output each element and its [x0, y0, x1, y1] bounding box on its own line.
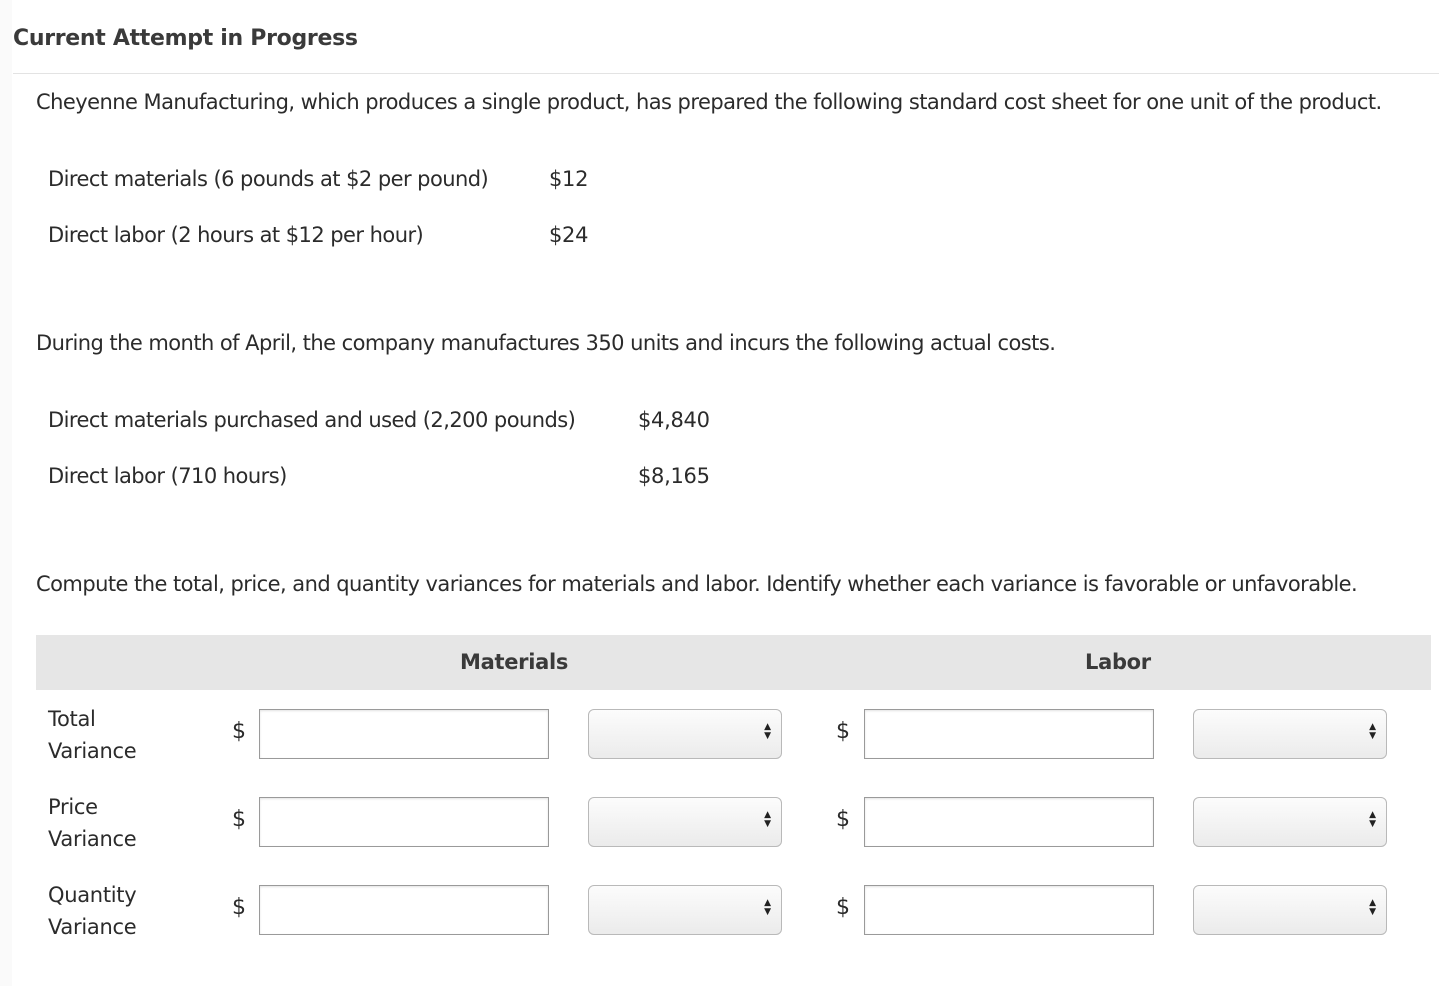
up-down-chevron-icon: ▲ ▼	[1369, 898, 1376, 917]
row-label-line: Quantity	[48, 883, 137, 907]
actual-cost-amount: $8,165	[638, 464, 710, 488]
dollar-sign: $	[836, 895, 850, 920]
left-margin-rule	[0, 0, 12, 986]
up-down-chevron-icon: ▲ ▼	[1369, 722, 1376, 741]
materials-quantity-variance-select[interactable]	[588, 885, 782, 935]
standard-cost-amount: $12	[549, 167, 589, 191]
standard-cost-amount: $24	[549, 223, 589, 247]
actual-cost-label: Direct materials purchased and used (2,200 pounds)	[48, 408, 576, 432]
materials-price-variance-select[interactable]	[588, 797, 782, 847]
up-down-chevron-icon: ▲ ▼	[1369, 810, 1376, 829]
materials-price-variance-input[interactable]	[259, 797, 549, 847]
quantity-variance-label	[48, 879, 136, 943]
up-down-chevron-icon: ▲ ▼	[764, 722, 771, 741]
standard-cost-label: Direct materials (6 pounds at $2 per pound)	[48, 167, 489, 191]
labor-total-variance-input[interactable]	[864, 709, 1154, 759]
dollar-sign: $	[836, 807, 850, 832]
materials-total-variance-select[interactable]	[588, 709, 782, 759]
dollar-sign: $	[232, 895, 246, 920]
labor-price-variance-input[interactable]	[864, 797, 1154, 847]
row-label-line: Variance	[48, 915, 137, 939]
title-divider	[13, 73, 1439, 74]
actual-costs-intro: During the month of April, the company manufactures 350 units and incurs the following actual costs.	[36, 331, 1056, 355]
actual-cost-amount: $4,840	[638, 408, 710, 432]
price-variance-label	[48, 791, 136, 855]
labor-price-variance-select[interactable]	[1193, 797, 1387, 847]
labor-column-header: Labor	[1085, 650, 1151, 674]
instructions: Compute the total, price, and quantity variances for materials and labor. Identify whether each variance is favorable or unfavorable.	[36, 572, 1358, 596]
actual-cost-label: Direct labor (710 hours)	[48, 464, 287, 488]
page-title: Current Attempt in Progress	[13, 26, 358, 51]
standard-cost-label: Direct labor (2 hours at $12 per hour)	[48, 223, 424, 247]
dollar-sign: $	[232, 719, 246, 744]
dollar-sign: $	[836, 719, 850, 744]
labor-quantity-variance-select[interactable]	[1193, 885, 1387, 935]
labor-quantity-variance-input[interactable]	[864, 885, 1154, 935]
row-label-line: Price	[48, 795, 98, 819]
up-down-chevron-icon: ▲ ▼	[764, 898, 771, 917]
row-label-line: Variance	[48, 827, 137, 851]
materials-column-header: Materials	[460, 650, 569, 674]
problem-intro: Cheyenne Manufacturing, which produces a single product, has prepared the following standard cost sheet for one unit of the product.	[36, 90, 1382, 114]
labor-total-variance-select[interactable]	[1193, 709, 1387, 759]
total-variance-label	[48, 703, 136, 767]
materials-quantity-variance-input[interactable]	[259, 885, 549, 935]
materials-total-variance-input[interactable]	[259, 709, 549, 759]
row-label-line: Total	[48, 707, 96, 731]
row-label-line: Variance	[48, 739, 137, 763]
dollar-sign: $	[232, 807, 246, 832]
variance-table-header	[36, 635, 1431, 690]
up-down-chevron-icon: ▲ ▼	[764, 810, 771, 829]
